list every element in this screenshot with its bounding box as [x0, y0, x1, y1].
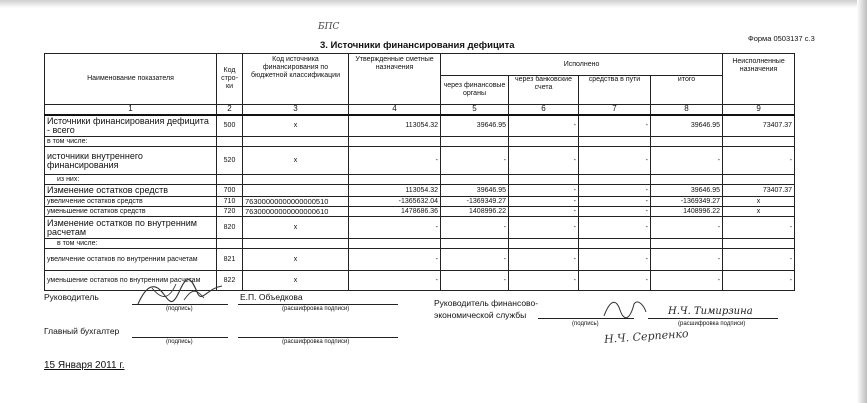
row-source: x	[243, 249, 349, 271]
row-code: 822	[217, 271, 243, 291]
row-name: увеличение остатков по внутренним расчетам	[45, 249, 217, 271]
row-unexec: -	[723, 147, 795, 175]
row-transit: -	[579, 207, 651, 217]
row-approved: -	[349, 217, 441, 239]
col-number: 6	[509, 105, 579, 115]
row-approved: 1478686.36	[349, 207, 441, 217]
row-total	[651, 137, 723, 147]
row-total: -1369349.27	[651, 197, 723, 207]
row-transit	[579, 239, 651, 249]
fin-head-name: Н.Ч. Тимирзина	[668, 306, 753, 317]
col-header-unexecuted: Неисполненные назначения	[723, 54, 795, 105]
col-number: 3	[243, 105, 349, 115]
head-signature-caption: (подпись)	[166, 306, 193, 312]
chief-accountant-label: Главный бухгалтер	[44, 326, 120, 336]
col-number: 9	[723, 105, 795, 115]
table-row	[45, 137, 795, 147]
row-code: 720	[217, 207, 243, 217]
row-fin	[441, 239, 509, 249]
row-code	[217, 137, 243, 147]
col-number: 5	[441, 105, 509, 115]
row-source: x	[243, 271, 349, 291]
row-bank: -	[509, 249, 579, 271]
row-fin	[441, 137, 509, 147]
scan-shadow-top	[0, 0, 867, 8]
row-bank: -	[509, 115, 579, 137]
head-decode-caption: (расшифровка подписи)	[282, 306, 350, 312]
row-code	[217, 239, 243, 249]
row-name: источники внутреннего финансирования	[45, 147, 217, 175]
row-unexec: 73407.37	[723, 115, 795, 137]
row-total: -	[651, 271, 723, 291]
row-code: 500	[217, 115, 243, 137]
col-header-total: итого	[651, 76, 723, 105]
row-total	[651, 239, 723, 249]
fin-head-signature-scribble	[600, 296, 650, 322]
row-code	[217, 175, 243, 185]
row-approved: -	[349, 271, 441, 291]
fin-head-label-1: Руководитель финансово-	[434, 298, 539, 308]
col-header-name: Наименование показателя	[45, 54, 217, 105]
table-row	[45, 217, 795, 239]
table-row	[45, 175, 795, 185]
row-total: 1408996.22	[651, 207, 723, 217]
chief-signature-caption: (подпись)	[166, 339, 193, 345]
row-code: 710	[217, 197, 243, 207]
row-code: 820	[217, 217, 243, 239]
col-number: 1	[45, 105, 217, 115]
col-header-via-fin: через финансовые органы	[441, 76, 509, 105]
row-source: 76300000000000000610	[243, 207, 349, 217]
handwritten-mark: БПС	[318, 22, 340, 32]
row-source: x	[243, 147, 349, 175]
chief-signature-line	[132, 337, 228, 338]
table-row	[45, 147, 795, 175]
row-bank: -	[509, 185, 579, 197]
form-code: Форма 0503137 с.3	[748, 34, 815, 43]
row-source	[243, 185, 349, 197]
col-number: 7	[579, 105, 651, 115]
row-transit: -	[579, 115, 651, 137]
row-fin: -	[441, 147, 509, 175]
row-transit: -	[579, 249, 651, 271]
fin-head-label-2: экономической службы	[434, 310, 527, 320]
row-fin: 39646.95	[441, 185, 509, 197]
head-signature-scribble	[132, 278, 228, 312]
row-bank: -	[509, 147, 579, 175]
table-row	[45, 249, 795, 271]
col-header-in-transit: средства в пути	[579, 76, 651, 105]
fin-head-name-line	[648, 318, 778, 319]
table-row	[45, 207, 795, 217]
row-fin: -	[441, 217, 509, 239]
row-fin: -	[441, 271, 509, 291]
col-header-executed: Исполнено	[441, 54, 723, 76]
row-bank: -	[509, 197, 579, 207]
row-transit: -	[579, 271, 651, 291]
column-numbers-row	[45, 105, 795, 115]
row-name: увеличение остатков средств	[45, 197, 217, 207]
row-name: в том числе:	[45, 239, 217, 249]
head-name: Е.П. Объедкова	[240, 292, 303, 302]
row-source: x	[243, 115, 349, 137]
row-unexec: -	[723, 249, 795, 271]
row-bank: -	[509, 207, 579, 217]
col-header-source: Код источника финансирования по бюджетной классификации	[243, 54, 349, 105]
col-number: 8	[651, 105, 723, 115]
col-number: 2	[217, 105, 243, 115]
row-bank	[509, 239, 579, 249]
row-approved	[349, 175, 441, 185]
col-number: 4	[349, 105, 441, 115]
row-approved: 113054.32	[349, 185, 441, 197]
head-name-line	[238, 304, 398, 305]
row-code: 700	[217, 185, 243, 197]
row-approved: -	[349, 249, 441, 271]
row-approved: -1365632.04	[349, 197, 441, 207]
row-total: -	[651, 217, 723, 239]
row-code: 821	[217, 249, 243, 271]
row-transit: -	[579, 185, 651, 197]
row-approved	[349, 239, 441, 249]
chief-name-line	[238, 337, 398, 338]
row-bank: -	[509, 271, 579, 291]
row-transit	[579, 175, 651, 185]
row-transit: -	[579, 147, 651, 175]
row-name: из них:	[45, 175, 217, 185]
table-row-total	[45, 115, 795, 137]
report-date: 15 Января 2011 г.	[44, 360, 125, 371]
row-unexec: -	[723, 271, 795, 291]
row-bank	[509, 175, 579, 185]
row-total: 39646.95	[651, 115, 723, 137]
row-approved: 113054.32	[349, 115, 441, 137]
row-transit	[579, 137, 651, 147]
row-total	[651, 175, 723, 185]
row-fin: -1369349.27	[441, 197, 509, 207]
row-total: -	[651, 147, 723, 175]
table-row	[45, 197, 795, 207]
row-bank	[509, 137, 579, 147]
chief-decode-caption: (расшифровка подписи)	[282, 339, 350, 345]
row-fin: 39646.95	[441, 115, 509, 137]
row-transit: -	[579, 217, 651, 239]
row-fin: 1408996.22	[441, 207, 509, 217]
head-label: Руководитель	[44, 292, 99, 302]
row-bank: -	[509, 217, 579, 239]
row-source	[243, 239, 349, 249]
handwritten-copy-note: Н.Ч. Серпенко	[603, 327, 689, 346]
row-source	[243, 137, 349, 147]
col-header-approved: Утвержденные сметные назначения	[349, 54, 441, 105]
row-unexec	[723, 137, 795, 147]
row-source: 76300000000000000510	[243, 197, 349, 207]
col-header-code: Код стро- ки	[217, 54, 243, 105]
row-unexec: x	[723, 197, 795, 207]
col-header-via-bank: через банковские счета	[509, 76, 579, 105]
row-name: уменьшение остатков средств	[45, 207, 217, 217]
row-source: x	[243, 217, 349, 239]
row-name: уменьшение остатков по внутренним расчетам	[45, 271, 217, 291]
row-approved: -	[349, 147, 441, 175]
report-title: 3. Источники финансирования дефицита	[320, 40, 515, 51]
row-approved	[349, 137, 441, 147]
row-transit: -	[579, 197, 651, 207]
row-unexec	[723, 239, 795, 249]
row-unexec	[723, 175, 795, 185]
row-name: Изменение остатков средств	[45, 185, 217, 197]
fin-head-decode-caption: (расшифровка подписи)	[678, 321, 746, 327]
row-fin: -	[441, 249, 509, 271]
row-name: Источники финансирования дефицита - всего	[45, 115, 217, 137]
row-unexec: 73407.37	[723, 185, 795, 197]
row-name: в том числе:	[45, 137, 217, 147]
table-row	[45, 185, 795, 197]
fin-head-signature-caption: (подпись)	[572, 321, 599, 327]
row-source	[243, 175, 349, 185]
row-fin	[441, 175, 509, 185]
row-total: -	[651, 249, 723, 271]
table-row	[45, 239, 795, 249]
scan-shadow-right	[857, 0, 867, 403]
financing-sources-table	[44, 53, 795, 291]
row-unexec: -	[723, 217, 795, 239]
row-total: 39646.95	[651, 185, 723, 197]
row-unexec: x	[723, 207, 795, 217]
row-name: Изменение остатков по внутренним расчетам	[45, 217, 217, 239]
row-code: 520	[217, 147, 243, 175]
header-row-top	[45, 54, 795, 76]
